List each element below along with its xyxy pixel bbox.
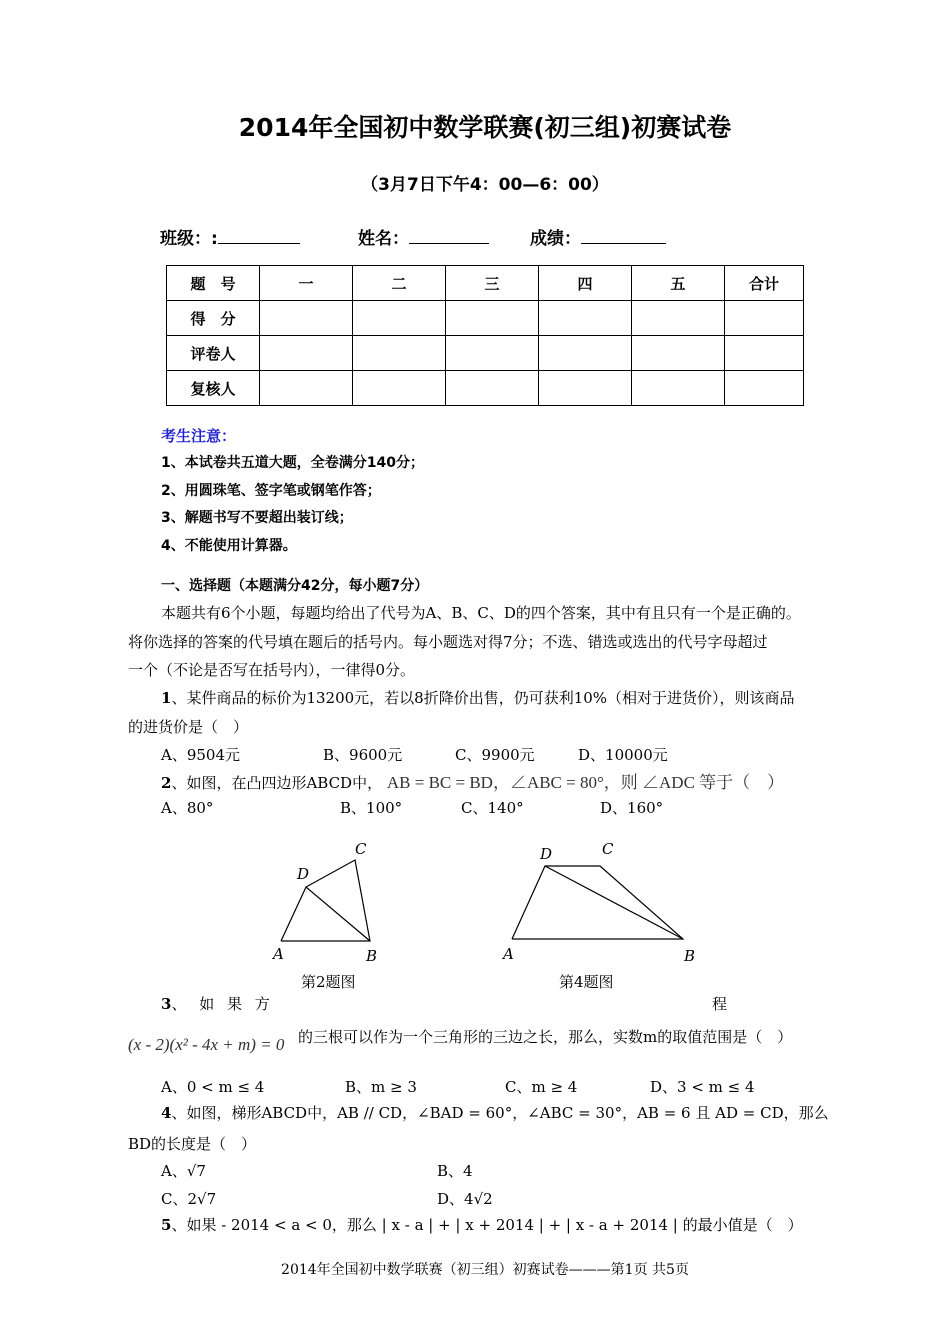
question-number: 4 (161, 1104, 172, 1122)
question-text: 的三根可以作为一个三角形的三边之长，那么，实数m的取值范围是（ ） (298, 1028, 793, 1046)
option-b: B、4 (437, 1162, 473, 1180)
header-cell: 四 (539, 266, 632, 301)
option-b: B、100° (340, 799, 403, 817)
notice-title: 考生注意： (161, 427, 237, 445)
question-condition: AB = BC = BD，∠ABC = 80°，则 ∠ADC 等于（ ） (386, 773, 785, 792)
class-label: 班级：: (160, 229, 218, 249)
page-title: 2014年全国初中数学联赛(初三组)初赛试卷 (238, 113, 732, 142)
question-text: 、如图，梯形ABCD中，AB // CD，∠BAD = 60°，∠ABC = 30°，AB = 6 且 AD = CD，那么 (171, 1104, 829, 1122)
fig2-label-a: A (273, 945, 284, 963)
header-cell: 一 (260, 266, 353, 301)
figure-2-quadrilateral (281, 860, 370, 941)
section-heading: 一、选择题（本题满分42分，每小题7分） (161, 578, 429, 594)
question-text: 的进货价是（ ） (128, 718, 249, 736)
option-a: A、80° (161, 799, 214, 817)
row-label: 评卷人 (167, 336, 260, 371)
option-d: D、3 < m ≤ 4 (650, 1078, 755, 1096)
question-text: 、某件商品的标价为13200元，若以8折降价出售，仍可获利10%（相对于进货价），则该商品 (171, 689, 795, 707)
option-a: A、9504元 (161, 746, 241, 764)
question-3 (161, 993, 274, 1014)
intro-line: 将你选择的答案的代号填在题后的括号内。每小题选对得7分；不选、错选或选出的代号字母超过 (128, 633, 768, 651)
question-5 (161, 1214, 803, 1235)
fig4-label-c: C (602, 840, 614, 858)
page-footer: 2014年全国初中数学联赛（初三组）初赛试卷———第1页 共5页 (281, 1262, 689, 1278)
notice-item: 3、解题书写不要超出装订线； (161, 510, 353, 526)
option-c: C、m ≥ 4 (505, 1078, 578, 1096)
option-d: D、160° (600, 799, 664, 817)
option-c: C、9900元 (455, 746, 535, 764)
question-number: 2 (161, 774, 172, 792)
exam-time: （3月7日下午4：00—6：00） (361, 175, 609, 195)
question-number: 1 (161, 689, 172, 707)
header-cell: 二 (353, 266, 446, 301)
fig4-caption: 第4题图 (559, 973, 614, 991)
score-label: 成绩： (530, 229, 581, 249)
question-text: 、如图，在凸四边形ABCD中， (171, 774, 383, 792)
row-label: 复核人 (167, 371, 260, 406)
question-text: BD的长度是（ ） (128, 1135, 257, 1153)
row-label: 得 分 (167, 301, 260, 336)
question-text: 程 (712, 995, 728, 1013)
notice-item: 4、不能使用计算器。 (161, 538, 297, 554)
notice-item: 2、用圆珠笔、签字笔或钢笔作答； (161, 483, 381, 499)
fig4-label-b: B (684, 947, 696, 965)
option-a: A、√7 (161, 1162, 206, 1180)
header-cell: 三 (446, 266, 539, 301)
intro-line: 本题共有6个小题，每题均给出了代号为A、B、C、D的四个答案，其中有且只有一个是正确的。 (161, 604, 801, 622)
option-c: C、140° (461, 799, 524, 817)
question-number: 5 (161, 1216, 172, 1234)
notice-item: 1、本试卷共五道大题，全卷满分140分； (161, 455, 424, 471)
fig2-label-d: D (297, 865, 310, 883)
header-cell: 五 (632, 266, 725, 301)
option-c: C、2√7 (161, 1190, 217, 1208)
fig2-caption: 第2题图 (301, 973, 356, 991)
header-cell: 合计 (725, 266, 804, 301)
option-a: A、0 < m ≤ 4 (161, 1078, 265, 1096)
name-label: 姓名： (358, 229, 409, 249)
question-4 (161, 1102, 829, 1123)
figure-4-trapezoid (512, 866, 683, 939)
question-text: 、 如 果 方 (171, 995, 274, 1013)
fig2-label-b: B (366, 947, 378, 965)
fig2-label-c: C (355, 840, 367, 858)
fig4-label-a: A (503, 945, 514, 963)
equation: (x - 2)(x² - 4x + m) = 0 (128, 1035, 285, 1054)
fig4-label-d: D (540, 845, 553, 863)
header-cell: 题 号 (167, 266, 260, 301)
question-text: 、如果 - 2014 < a < 0，那么 | x - a | + | x + 2014 | + | x - a + 2014 | 的最小值是（ ） (171, 1216, 803, 1234)
option-d: D、4√2 (437, 1190, 493, 1208)
option-b: B、m ≥ 3 (345, 1078, 417, 1096)
option-b: B、9600元 (323, 746, 403, 764)
intro-line: 一个（不论是否写在括号内），一律得0分。 (128, 661, 416, 679)
question-number: 3 (161, 995, 172, 1013)
option-d: D、10000元 (578, 746, 668, 764)
